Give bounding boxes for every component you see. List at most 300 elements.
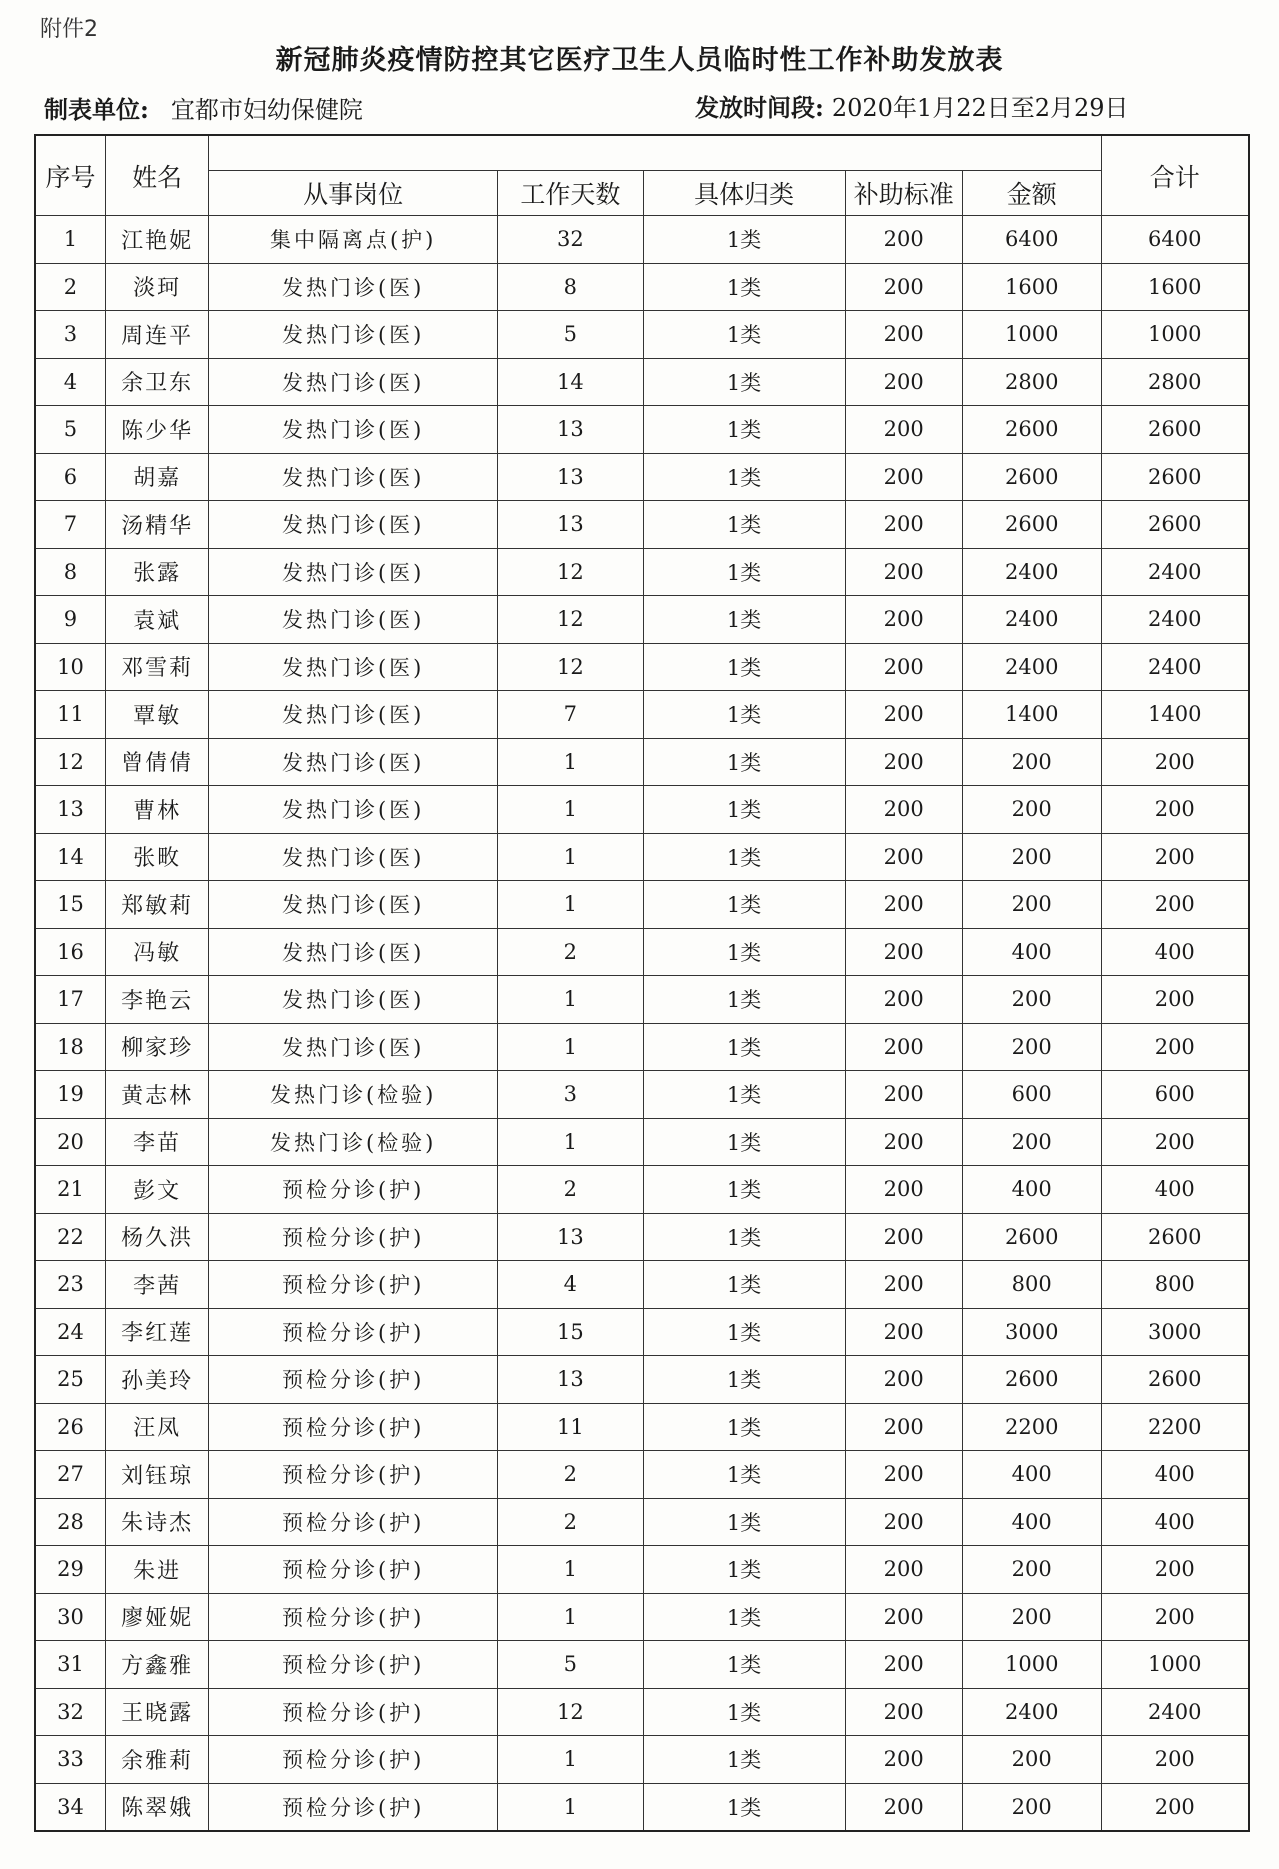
cell-seq: 32: [35, 1688, 105, 1736]
cell-total: 200: [1101, 881, 1249, 929]
cell-seq: 17: [35, 976, 105, 1024]
cell-total: 200: [1101, 1783, 1249, 1831]
cell-days: 12: [498, 548, 644, 596]
cell-amount: 2600: [962, 1356, 1101, 1404]
cell-total: 200: [1101, 786, 1249, 834]
period-value: 2020年1月22日至2月29日: [831, 94, 1129, 122]
table-row: [35, 881, 1249, 929]
cell-standard: 200: [845, 1166, 962, 1214]
cell-total: 6400: [1101, 216, 1249, 264]
table-row: [35, 406, 1249, 454]
cell-standard: 200: [845, 1071, 962, 1119]
cell-post: 发热门诊(医): [209, 928, 498, 976]
cell-days: 32: [498, 216, 644, 264]
table-row: [35, 1261, 1249, 1309]
cell-seq: 19: [35, 1071, 105, 1119]
cell-category: 1类: [643, 548, 845, 596]
cell-seq: 25: [35, 1356, 105, 1404]
cell-seq: 24: [35, 1308, 105, 1356]
cell-category: 1类: [643, 1688, 845, 1736]
cell-name: 李红莲: [105, 1308, 208, 1356]
cell-total: 1600: [1101, 263, 1249, 311]
cell-category: 1类: [643, 1403, 845, 1451]
cell-days: 1: [498, 1736, 644, 1784]
cell-name: 李艳云: [105, 976, 208, 1024]
cell-name: 汤精华: [105, 501, 208, 549]
cell-post: 发热门诊(检验): [209, 1071, 498, 1119]
header-seq: 序号: [35, 135, 105, 216]
cell-name: 彭文: [105, 1166, 208, 1214]
cell-category: 1类: [643, 311, 845, 359]
cell-standard: 200: [845, 1688, 962, 1736]
cell-total: 200: [1101, 1546, 1249, 1594]
cell-post: 发热门诊(医): [209, 691, 498, 739]
header-post: 从事岗位: [209, 171, 498, 216]
cell-days: 12: [498, 1688, 644, 1736]
cell-standard: 200: [845, 1783, 962, 1831]
cell-days: 1: [498, 786, 644, 834]
cell-standard: 200: [845, 1261, 962, 1309]
cell-days: 12: [498, 596, 644, 644]
cell-standard: 200: [845, 643, 962, 691]
cell-seq: 5: [35, 406, 105, 454]
cell-amount: 3000: [962, 1308, 1101, 1356]
cell-seq: 21: [35, 1166, 105, 1214]
cell-standard: 200: [845, 928, 962, 976]
cell-amount: 200: [962, 738, 1101, 786]
cell-name: 李苗: [105, 1118, 208, 1166]
cell-name: 江艳妮: [105, 216, 208, 264]
table-row: [35, 1308, 1249, 1356]
table-row: [35, 263, 1249, 311]
cell-total: 600: [1101, 1071, 1249, 1119]
cell-amount: 1000: [962, 1641, 1101, 1689]
cell-category: 1类: [643, 976, 845, 1024]
header-amount: 金额: [962, 171, 1101, 216]
cell-category: 1类: [643, 1736, 845, 1784]
cell-category: 1类: [643, 691, 845, 739]
cell-days: 14: [498, 358, 644, 406]
cell-post: 发热门诊(医): [209, 406, 498, 454]
unit-label: 制表单位:: [44, 95, 149, 124]
cell-amount: 400: [962, 1166, 1101, 1214]
cell-category: 1类: [643, 1546, 845, 1594]
cell-amount: 400: [962, 928, 1101, 976]
cell-name: 陈翠娥: [105, 1783, 208, 1831]
cell-name: 邓雪莉: [105, 643, 208, 691]
header-total: 合计: [1101, 135, 1249, 216]
cell-standard: 200: [845, 548, 962, 596]
cell-post: 发热门诊(医): [209, 786, 498, 834]
cell-amount: 2400: [962, 643, 1101, 691]
cell-standard: 200: [845, 691, 962, 739]
cell-standard: 200: [845, 1641, 962, 1689]
cell-days: 13: [498, 453, 644, 501]
cell-post: 预检分诊(护): [209, 1403, 498, 1451]
cell-seq: 12: [35, 738, 105, 786]
header-group-blank: [209, 135, 1101, 171]
cell-category: 1类: [643, 1498, 845, 1546]
cell-post: 发热门诊(医): [209, 501, 498, 549]
cell-amount: 400: [962, 1451, 1101, 1499]
cell-seq: 20: [35, 1118, 105, 1166]
cell-days: 3: [498, 1071, 644, 1119]
cell-seq: 30: [35, 1593, 105, 1641]
cell-total: 400: [1101, 1498, 1249, 1546]
cell-days: 5: [498, 311, 644, 359]
cell-amount: 200: [962, 786, 1101, 834]
cell-amount: 6400: [962, 216, 1101, 264]
cell-standard: 200: [845, 263, 962, 311]
cell-total: 2400: [1101, 548, 1249, 596]
cell-name: 陈少华: [105, 406, 208, 454]
table-row: [35, 691, 1249, 739]
cell-category: 1类: [643, 928, 845, 976]
cell-amount: 1600: [962, 263, 1101, 311]
cell-name: 王晓露: [105, 1688, 208, 1736]
cell-post: 发热门诊(医): [209, 453, 498, 501]
table-row: [35, 738, 1249, 786]
cell-total: 200: [1101, 1118, 1249, 1166]
cell-days: 2: [498, 1451, 644, 1499]
cell-standard: 200: [845, 1736, 962, 1784]
cell-standard: 200: [845, 786, 962, 834]
cell-amount: 2800: [962, 358, 1101, 406]
cell-name: 李茜: [105, 1261, 208, 1309]
cell-post: 发热门诊(医): [209, 976, 498, 1024]
cell-post: 预检分诊(护): [209, 1356, 498, 1404]
cell-standard: 200: [845, 1023, 962, 1071]
cell-seq: 29: [35, 1546, 105, 1594]
cell-amount: 200: [962, 1783, 1101, 1831]
cell-days: 2: [498, 928, 644, 976]
cell-post: 发热门诊(医): [209, 643, 498, 691]
table-row: [35, 1213, 1249, 1261]
cell-days: 8: [498, 263, 644, 311]
cell-days: 13: [498, 1356, 644, 1404]
cell-total: 3000: [1101, 1308, 1249, 1356]
cell-amount: 2600: [962, 501, 1101, 549]
cell-total: 2600: [1101, 453, 1249, 501]
cell-standard: 200: [845, 216, 962, 264]
cell-days: 12: [498, 643, 644, 691]
cell-amount: 200: [962, 1023, 1101, 1071]
cell-seq: 34: [35, 1783, 105, 1831]
cell-name: 淡珂: [105, 263, 208, 311]
cell-days: 1: [498, 833, 644, 881]
cell-standard: 200: [845, 881, 962, 929]
cell-amount: 2600: [962, 406, 1101, 454]
cell-seq: 7: [35, 501, 105, 549]
cell-total: 200: [1101, 833, 1249, 881]
cell-name: 杨久洪: [105, 1213, 208, 1261]
table-row: [35, 1403, 1249, 1451]
header-name: 姓名: [105, 135, 208, 216]
table-row: [35, 1783, 1249, 1831]
table-body: [35, 216, 1249, 1832]
cell-total: 1400: [1101, 691, 1249, 739]
table-row: [35, 596, 1249, 644]
cell-name: 柳家珍: [105, 1023, 208, 1071]
cell-category: 1类: [643, 453, 845, 501]
cell-seq: 6: [35, 453, 105, 501]
cell-category: 1类: [643, 1213, 845, 1261]
table-row: [35, 311, 1249, 359]
cell-seq: 11: [35, 691, 105, 739]
cell-total: 1000: [1101, 311, 1249, 359]
cell-name: 张畋: [105, 833, 208, 881]
cell-category: 1类: [643, 1641, 845, 1689]
cell-total: 400: [1101, 1166, 1249, 1214]
cell-total: 2600: [1101, 501, 1249, 549]
cell-seq: 33: [35, 1736, 105, 1784]
cell-post: 发热门诊(医): [209, 1023, 498, 1071]
cell-standard: 200: [845, 1356, 962, 1404]
cell-post: 预检分诊(护): [209, 1261, 498, 1309]
cell-amount: 2400: [962, 1688, 1101, 1736]
cell-total: 2400: [1101, 643, 1249, 691]
cell-total: 400: [1101, 928, 1249, 976]
cell-days: 7: [498, 691, 644, 739]
cell-total: 2400: [1101, 596, 1249, 644]
cell-post: 发热门诊(医): [209, 881, 498, 929]
cell-days: 4: [498, 1261, 644, 1309]
cell-amount: 400: [962, 1498, 1101, 1546]
cell-standard: 200: [845, 311, 962, 359]
cell-total: 2400: [1101, 1688, 1249, 1736]
table-row: [35, 453, 1249, 501]
cell-post: 预检分诊(护): [209, 1783, 498, 1831]
cell-post: 发热门诊(医): [209, 311, 498, 359]
cell-category: 1类: [643, 501, 845, 549]
cell-total: 200: [1101, 1023, 1249, 1071]
cell-name: 胡嘉: [105, 453, 208, 501]
table-row: [35, 1118, 1249, 1166]
cell-amount: 1400: [962, 691, 1101, 739]
cell-name: 余雅莉: [105, 1736, 208, 1784]
header-category: 具体归类: [643, 171, 845, 216]
table-row: [35, 1641, 1249, 1689]
cell-category: 1类: [643, 1118, 845, 1166]
cell-category: 1类: [643, 216, 845, 264]
cell-name: 余卫东: [105, 358, 208, 406]
cell-name: 刘钰琼: [105, 1451, 208, 1499]
cell-post: 预检分诊(护): [209, 1308, 498, 1356]
cell-category: 1类: [643, 358, 845, 406]
cell-standard: 200: [845, 358, 962, 406]
cell-seq: 15: [35, 881, 105, 929]
cell-name: 曾倩倩: [105, 738, 208, 786]
cell-days: 1: [498, 976, 644, 1024]
table-row: [35, 548, 1249, 596]
cell-category: 1类: [643, 881, 845, 929]
cell-days: 13: [498, 406, 644, 454]
cell-category: 1类: [643, 1783, 845, 1831]
cell-name: 曹林: [105, 786, 208, 834]
cell-seq: 16: [35, 928, 105, 976]
cell-amount: 200: [962, 1118, 1101, 1166]
period-info: [695, 88, 1129, 123]
cell-total: 400: [1101, 1451, 1249, 1499]
cell-days: 11: [498, 1403, 644, 1451]
subsidy-table: [34, 134, 1250, 1832]
cell-total: 2800: [1101, 358, 1249, 406]
table-row: [35, 1593, 1249, 1641]
cell-amount: 200: [962, 1593, 1101, 1641]
cell-name: 郑敏莉: [105, 881, 208, 929]
cell-category: 1类: [643, 643, 845, 691]
attachment-label: 附件2: [40, 17, 98, 42]
cell-name: 张露: [105, 548, 208, 596]
table-row: [35, 1546, 1249, 1594]
cell-standard: 200: [845, 453, 962, 501]
cell-total: 200: [1101, 1736, 1249, 1784]
cell-amount: 2400: [962, 548, 1101, 596]
cell-total: 800: [1101, 1261, 1249, 1309]
cell-name: 袁斌: [105, 596, 208, 644]
cell-days: 1: [498, 1593, 644, 1641]
table-row: [35, 786, 1249, 834]
cell-standard: 200: [845, 1118, 962, 1166]
cell-category: 1类: [643, 263, 845, 311]
cell-post: 发热门诊(医): [209, 833, 498, 881]
cell-days: 2: [498, 1166, 644, 1214]
cell-standard: 200: [845, 1593, 962, 1641]
cell-amount: 200: [962, 833, 1101, 881]
cell-seq: 9: [35, 596, 105, 644]
table-row: [35, 358, 1249, 406]
cell-category: 1类: [643, 406, 845, 454]
cell-amount: 2200: [962, 1403, 1101, 1451]
cell-post: 预检分诊(护): [209, 1166, 498, 1214]
cell-post: 预检分诊(护): [209, 1498, 498, 1546]
cell-amount: 200: [962, 881, 1101, 929]
unit-info: [44, 90, 363, 125]
cell-days: 1: [498, 881, 644, 929]
cell-standard: 200: [845, 1498, 962, 1546]
cell-amount: 2600: [962, 1213, 1101, 1261]
cell-days: 1: [498, 738, 644, 786]
table-row: [35, 1356, 1249, 1404]
cell-standard: 200: [845, 1308, 962, 1356]
table-row: [35, 833, 1249, 881]
cell-seq: 8: [35, 548, 105, 596]
table-row: [35, 928, 1249, 976]
cell-post: 发热门诊(医): [209, 596, 498, 644]
header-days: 工作天数: [498, 171, 644, 216]
cell-days: 1: [498, 1546, 644, 1594]
table-row: [35, 1071, 1249, 1119]
cell-standard: 200: [845, 1403, 962, 1451]
cell-standard: 200: [845, 976, 962, 1024]
document-title: 新冠肺炎疫情防控其它医疗卫生人员临时性工作补助发放表: [275, 45, 1004, 76]
cell-amount: 200: [962, 1736, 1101, 1784]
cell-total: 200: [1101, 1593, 1249, 1641]
table-row: [35, 643, 1249, 691]
cell-seq: 4: [35, 358, 105, 406]
cell-seq: 26: [35, 1403, 105, 1451]
table-row: [35, 976, 1249, 1024]
cell-seq: 3: [35, 311, 105, 359]
cell-name: 方鑫雅: [105, 1641, 208, 1689]
cell-days: 13: [498, 501, 644, 549]
cell-category: 1类: [643, 1023, 845, 1071]
cell-standard: 200: [845, 596, 962, 644]
cell-post: 发热门诊(医): [209, 358, 498, 406]
cell-name: 朱诗杰: [105, 1498, 208, 1546]
cell-category: 1类: [643, 1593, 845, 1641]
cell-standard: 200: [845, 1451, 962, 1499]
cell-name: 汪凤: [105, 1403, 208, 1451]
cell-amount: 2600: [962, 453, 1101, 501]
cell-total: 200: [1101, 738, 1249, 786]
cell-amount: 200: [962, 1546, 1101, 1594]
cell-seq: 27: [35, 1451, 105, 1499]
cell-category: 1类: [643, 1356, 845, 1404]
cell-category: 1类: [643, 1166, 845, 1214]
cell-post: 预检分诊(护): [209, 1593, 498, 1641]
cell-category: 1类: [643, 1261, 845, 1309]
cell-standard: 200: [845, 406, 962, 454]
cell-name: 冯敏: [105, 928, 208, 976]
cell-post: 预检分诊(护): [209, 1736, 498, 1784]
cell-standard: 200: [845, 501, 962, 549]
cell-total: 1000: [1101, 1641, 1249, 1689]
cell-total: 2600: [1101, 1213, 1249, 1261]
cell-post: 发热门诊(医): [209, 548, 498, 596]
cell-category: 1类: [643, 596, 845, 644]
cell-seq: 2: [35, 263, 105, 311]
period-label: 发放时间段:: [695, 93, 824, 122]
cell-category: 1类: [643, 1071, 845, 1119]
cell-days: 2: [498, 1498, 644, 1546]
cell-name: 廖娅妮: [105, 1593, 208, 1641]
cell-post: 发热门诊(检验): [209, 1118, 498, 1166]
cell-days: 15: [498, 1308, 644, 1356]
cell-post: 发热门诊(医): [209, 738, 498, 786]
cell-amount: 800: [962, 1261, 1101, 1309]
cell-category: 1类: [643, 833, 845, 881]
cell-days: 13: [498, 1213, 644, 1261]
cell-name: 朱进: [105, 1546, 208, 1594]
cell-name: 孙美玲: [105, 1356, 208, 1404]
cell-post: 预检分诊(护): [209, 1213, 498, 1261]
table-row: [35, 1736, 1249, 1784]
table-row: [35, 1023, 1249, 1071]
cell-category: 1类: [643, 738, 845, 786]
cell-post: 预检分诊(护): [209, 1451, 498, 1499]
cell-seq: 18: [35, 1023, 105, 1071]
table-row: [35, 1688, 1249, 1736]
cell-post: 发热门诊(医): [209, 263, 498, 311]
cell-name: 周连平: [105, 311, 208, 359]
cell-days: 1: [498, 1118, 644, 1166]
cell-seq: 13: [35, 786, 105, 834]
cell-standard: 200: [845, 833, 962, 881]
cell-seq: 28: [35, 1498, 105, 1546]
unit-value: 宜都市妇幼保健院: [170, 96, 363, 124]
table-row: [35, 216, 1249, 264]
cell-amount: 600: [962, 1071, 1101, 1119]
table-row: [35, 1498, 1249, 1546]
cell-total: 200: [1101, 976, 1249, 1024]
cell-category: 1类: [643, 1308, 845, 1356]
cell-days: 5: [498, 1641, 644, 1689]
cell-amount: 2400: [962, 596, 1101, 644]
cell-post: 集中隔离点(护): [209, 216, 498, 264]
cell-post: 预检分诊(护): [209, 1688, 498, 1736]
cell-seq: 14: [35, 833, 105, 881]
